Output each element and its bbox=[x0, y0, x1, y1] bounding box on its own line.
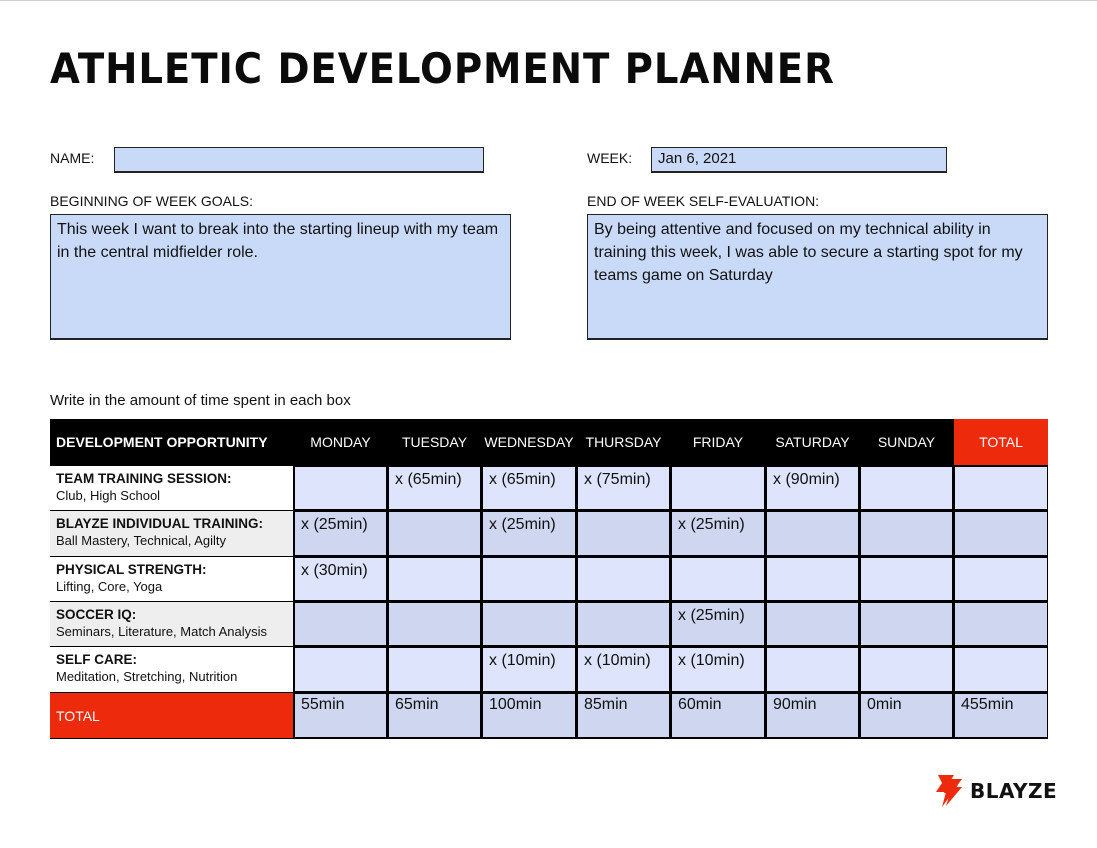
total-cell[interactable]: 100min bbox=[482, 693, 576, 738]
time-cell[interactable]: x (25min) bbox=[294, 511, 387, 556]
goals-label: BEGINNING OF WEEK GOALS: bbox=[50, 193, 254, 209]
time-cell[interactable]: x (65min) bbox=[482, 466, 576, 510]
time-cell[interactable] bbox=[577, 511, 670, 556]
total-cell[interactable]: 85min bbox=[577, 693, 670, 738]
row-title: BLAYZE INDIVIDUAL TRAINING: bbox=[56, 516, 264, 531]
time-cell[interactable]: x (10min) bbox=[482, 647, 576, 692]
header-saturday: SATURDAY bbox=[766, 419, 859, 465]
brand-logo bbox=[934, 773, 1057, 809]
total-row-label: TOTAL bbox=[50, 693, 293, 738]
total-cell[interactable]: 60min bbox=[671, 693, 765, 738]
time-cell[interactable] bbox=[954, 647, 1048, 692]
flame-bolt-icon bbox=[934, 773, 964, 809]
header-total: TOTAL bbox=[954, 419, 1048, 465]
row-subtitle: Seminars, Literature, Match Analysis bbox=[56, 624, 267, 639]
time-cell[interactable] bbox=[671, 557, 765, 601]
time-cell[interactable] bbox=[671, 466, 765, 510]
time-cell[interactable] bbox=[388, 557, 481, 601]
time-cell[interactable] bbox=[294, 647, 387, 692]
name-field[interactable] bbox=[114, 147, 484, 173]
time-cell[interactable]: x (30min) bbox=[294, 557, 387, 601]
header-thursday: THURSDAY bbox=[577, 419, 670, 465]
time-cell[interactable] bbox=[954, 557, 1048, 601]
total-cell[interactable]: 55min bbox=[294, 693, 387, 738]
goals-textarea[interactable]: This week I want to break into the starting lineup with my team in the central midfielder role. bbox=[50, 214, 511, 340]
name-label: NAME: bbox=[50, 150, 95, 166]
time-cell[interactable] bbox=[766, 557, 859, 601]
time-cell[interactable] bbox=[294, 602, 387, 646]
total-cell[interactable]: 90min bbox=[766, 693, 859, 738]
evaluation-textarea[interactable]: By being attentive and focused on my technical ability in training this week, I was able to secure a starting spot for my teams game on Saturday bbox=[587, 214, 1048, 340]
row-label bbox=[50, 466, 293, 510]
row-subtitle: Ball Mastery, Technical, Agilty bbox=[56, 533, 227, 548]
time-cell[interactable] bbox=[954, 602, 1048, 646]
header-monday: MONDAY bbox=[294, 419, 387, 465]
time-cell[interactable] bbox=[860, 647, 953, 692]
header-opportunity: DEVELOPMENT OPPORTUNITY bbox=[50, 419, 293, 465]
time-cell[interactable] bbox=[766, 647, 859, 692]
row-subtitle: Meditation, Stretching, Nutrition bbox=[56, 669, 238, 684]
time-cell[interactable]: x (90min) bbox=[766, 466, 859, 510]
time-cell[interactable] bbox=[860, 557, 953, 601]
top-divider bbox=[0, 0, 1097, 1]
time-cell[interactable]: x (25min) bbox=[671, 511, 765, 556]
time-cell[interactable] bbox=[954, 511, 1048, 556]
total-cell[interactable]: 0min bbox=[860, 693, 953, 738]
row-label bbox=[50, 557, 293, 601]
row-subtitle: Club, High School bbox=[56, 488, 161, 503]
time-cell[interactable] bbox=[388, 647, 481, 692]
row-subtitle: Lifting, Core, Yoga bbox=[56, 579, 163, 594]
time-cell[interactable] bbox=[860, 602, 953, 646]
time-cell[interactable] bbox=[766, 602, 859, 646]
header-tuesday: TUESDAY bbox=[388, 419, 481, 465]
instruction-text: Write in the amount of time spent in each box bbox=[50, 392, 351, 409]
time-tracking-table bbox=[50, 419, 1048, 739]
time-cell[interactable] bbox=[388, 511, 481, 556]
time-cell[interactable] bbox=[577, 602, 670, 646]
row-label bbox=[50, 647, 293, 692]
header-friday: FRIDAY bbox=[671, 419, 765, 465]
page-title: ATHLETIC DEVELOPMENT PLANNER bbox=[50, 44, 835, 93]
evaluation-label: END OF WEEK SELF-EVALUATION: bbox=[587, 193, 820, 209]
time-cell[interactable] bbox=[388, 602, 481, 646]
time-cell[interactable]: x (10min) bbox=[577, 647, 670, 692]
time-cell[interactable]: x (75min) bbox=[577, 466, 670, 510]
time-cell[interactable] bbox=[860, 511, 953, 556]
time-cell[interactable] bbox=[482, 557, 576, 601]
header-wednesday: WEDNESDAY bbox=[482, 419, 576, 465]
time-cell[interactable]: x (10min) bbox=[671, 647, 765, 692]
time-cell[interactable]: x (65min) bbox=[388, 466, 481, 510]
time-cell[interactable] bbox=[766, 511, 859, 556]
time-cell[interactable] bbox=[860, 466, 953, 510]
week-field[interactable]: Jan 6, 2021 bbox=[651, 147, 947, 173]
row-title: PHYSICAL STRENGTH: bbox=[56, 562, 207, 577]
time-cell[interactable] bbox=[577, 557, 670, 601]
row-title: SELF CARE: bbox=[56, 652, 137, 667]
row-title: SOCCER IQ: bbox=[56, 607, 137, 622]
time-cell[interactable] bbox=[954, 466, 1048, 510]
week-label: WEEK: bbox=[587, 150, 633, 166]
brand-name: BLAYZE bbox=[970, 779, 1058, 803]
total-cell[interactable]: 455min bbox=[954, 693, 1048, 738]
row-label bbox=[50, 602, 293, 646]
total-cell[interactable]: 65min bbox=[388, 693, 481, 738]
row-label bbox=[50, 511, 293, 556]
header-sunday: SUNDAY bbox=[860, 419, 953, 465]
time-cell[interactable]: x (25min) bbox=[671, 602, 765, 646]
time-cell[interactable] bbox=[294, 466, 387, 510]
time-cell[interactable]: x (25min) bbox=[482, 511, 576, 556]
row-title: TEAM TRAINING SESSION: bbox=[56, 471, 232, 486]
time-cell[interactable] bbox=[482, 602, 576, 646]
